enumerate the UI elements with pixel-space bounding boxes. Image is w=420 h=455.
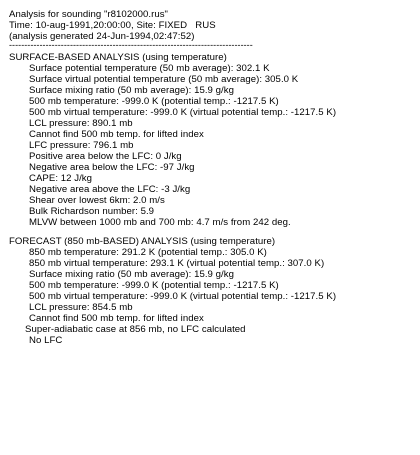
surface-line: Surface mixing ratio (50 mb average): 15.9 g/kg xyxy=(29,85,234,96)
forecast-section-heading: FORECAST (850 mb-BASED) ANALYSIS (using temperature) xyxy=(9,236,276,247)
surface-line: Positive area below the LFC: 0 J/kg xyxy=(29,151,182,162)
surface-line: Surface potential temperature (50 mb average): 302.1 K xyxy=(29,63,270,74)
forecast-section-lines xyxy=(9,247,414,324)
surface-line: CAPE: 12 J/kg xyxy=(29,173,93,184)
forecast-line: 850 mb temperature: 291.2 K (potential temp.: 305.0 K) xyxy=(29,247,267,258)
generated-line: (analysis generated 24-Jun-1994,02:47:52) xyxy=(9,31,195,42)
forecast-line: LCL pressure: 854.5 mb xyxy=(29,302,133,313)
surface-section-heading: SURFACE-BASED ANALYSIS (using temperature) xyxy=(9,52,227,63)
surface-line: MLVW between 1000 mb and 700 mb: 4.7 m/s from 242 deg. xyxy=(29,217,291,228)
surface-line: LFC pressure: 796.1 mb xyxy=(29,140,134,151)
surface-line: Negative area above the LFC: -3 J/kg xyxy=(29,184,191,195)
header-divider: -------------------------------------------------------------------------------- xyxy=(9,42,253,48)
analysis-document xyxy=(9,9,414,346)
surface-line: LCL pressure: 890.1 mb xyxy=(29,118,133,129)
document-title: Analysis for sounding "r8102000.rus" xyxy=(9,9,169,20)
surface-line: Shear over lowest 6km: 2.0 m/s xyxy=(29,195,165,206)
surface-line: Cannot find 500 mb temp. for lifted index xyxy=(29,129,204,140)
forecast-line: 850 mb virtual temperature: 293.1 K (virtual potential temp.: 307.0 K) xyxy=(29,258,325,269)
surface-line: Negative area below the LFC: -97 J/kg xyxy=(29,162,195,173)
superadiabatic-note: Super-adiabatic case at 856 mb, no LFC calculated xyxy=(25,324,246,335)
forecast-line: Cannot find 500 mb temp. for lifted index xyxy=(29,313,204,324)
surface-line: Bulk Richardson number: 5.9 xyxy=(29,206,155,217)
surface-section-lines xyxy=(9,63,414,228)
surface-line: 500 mb virtual temperature: -999.0 K (virtual potential temp.: -1217.5 K) xyxy=(29,107,337,118)
time-site-line: Time: 10-aug-1991,20:00:00, Site: FIXED RUS xyxy=(9,20,216,31)
forecast-line: 500 mb virtual temperature: -999.0 K (virtual potential temp.: -1217.5 K) xyxy=(29,291,337,302)
surface-line: Surface virtual potential temperature (50 mb average): 305.0 K xyxy=(29,74,299,85)
forecast-line: Surface mixing ratio (50 mb average): 15.9 g/kg xyxy=(29,269,234,280)
surface-line: 500 mb temperature: -999.0 K (potential temp.: -1217.5 K) xyxy=(29,96,279,107)
no-lfc-note: No LFC xyxy=(29,335,63,346)
forecast-line: 500 mb temperature: -999.0 K (potential temp.: -1217.5 K) xyxy=(29,280,279,291)
